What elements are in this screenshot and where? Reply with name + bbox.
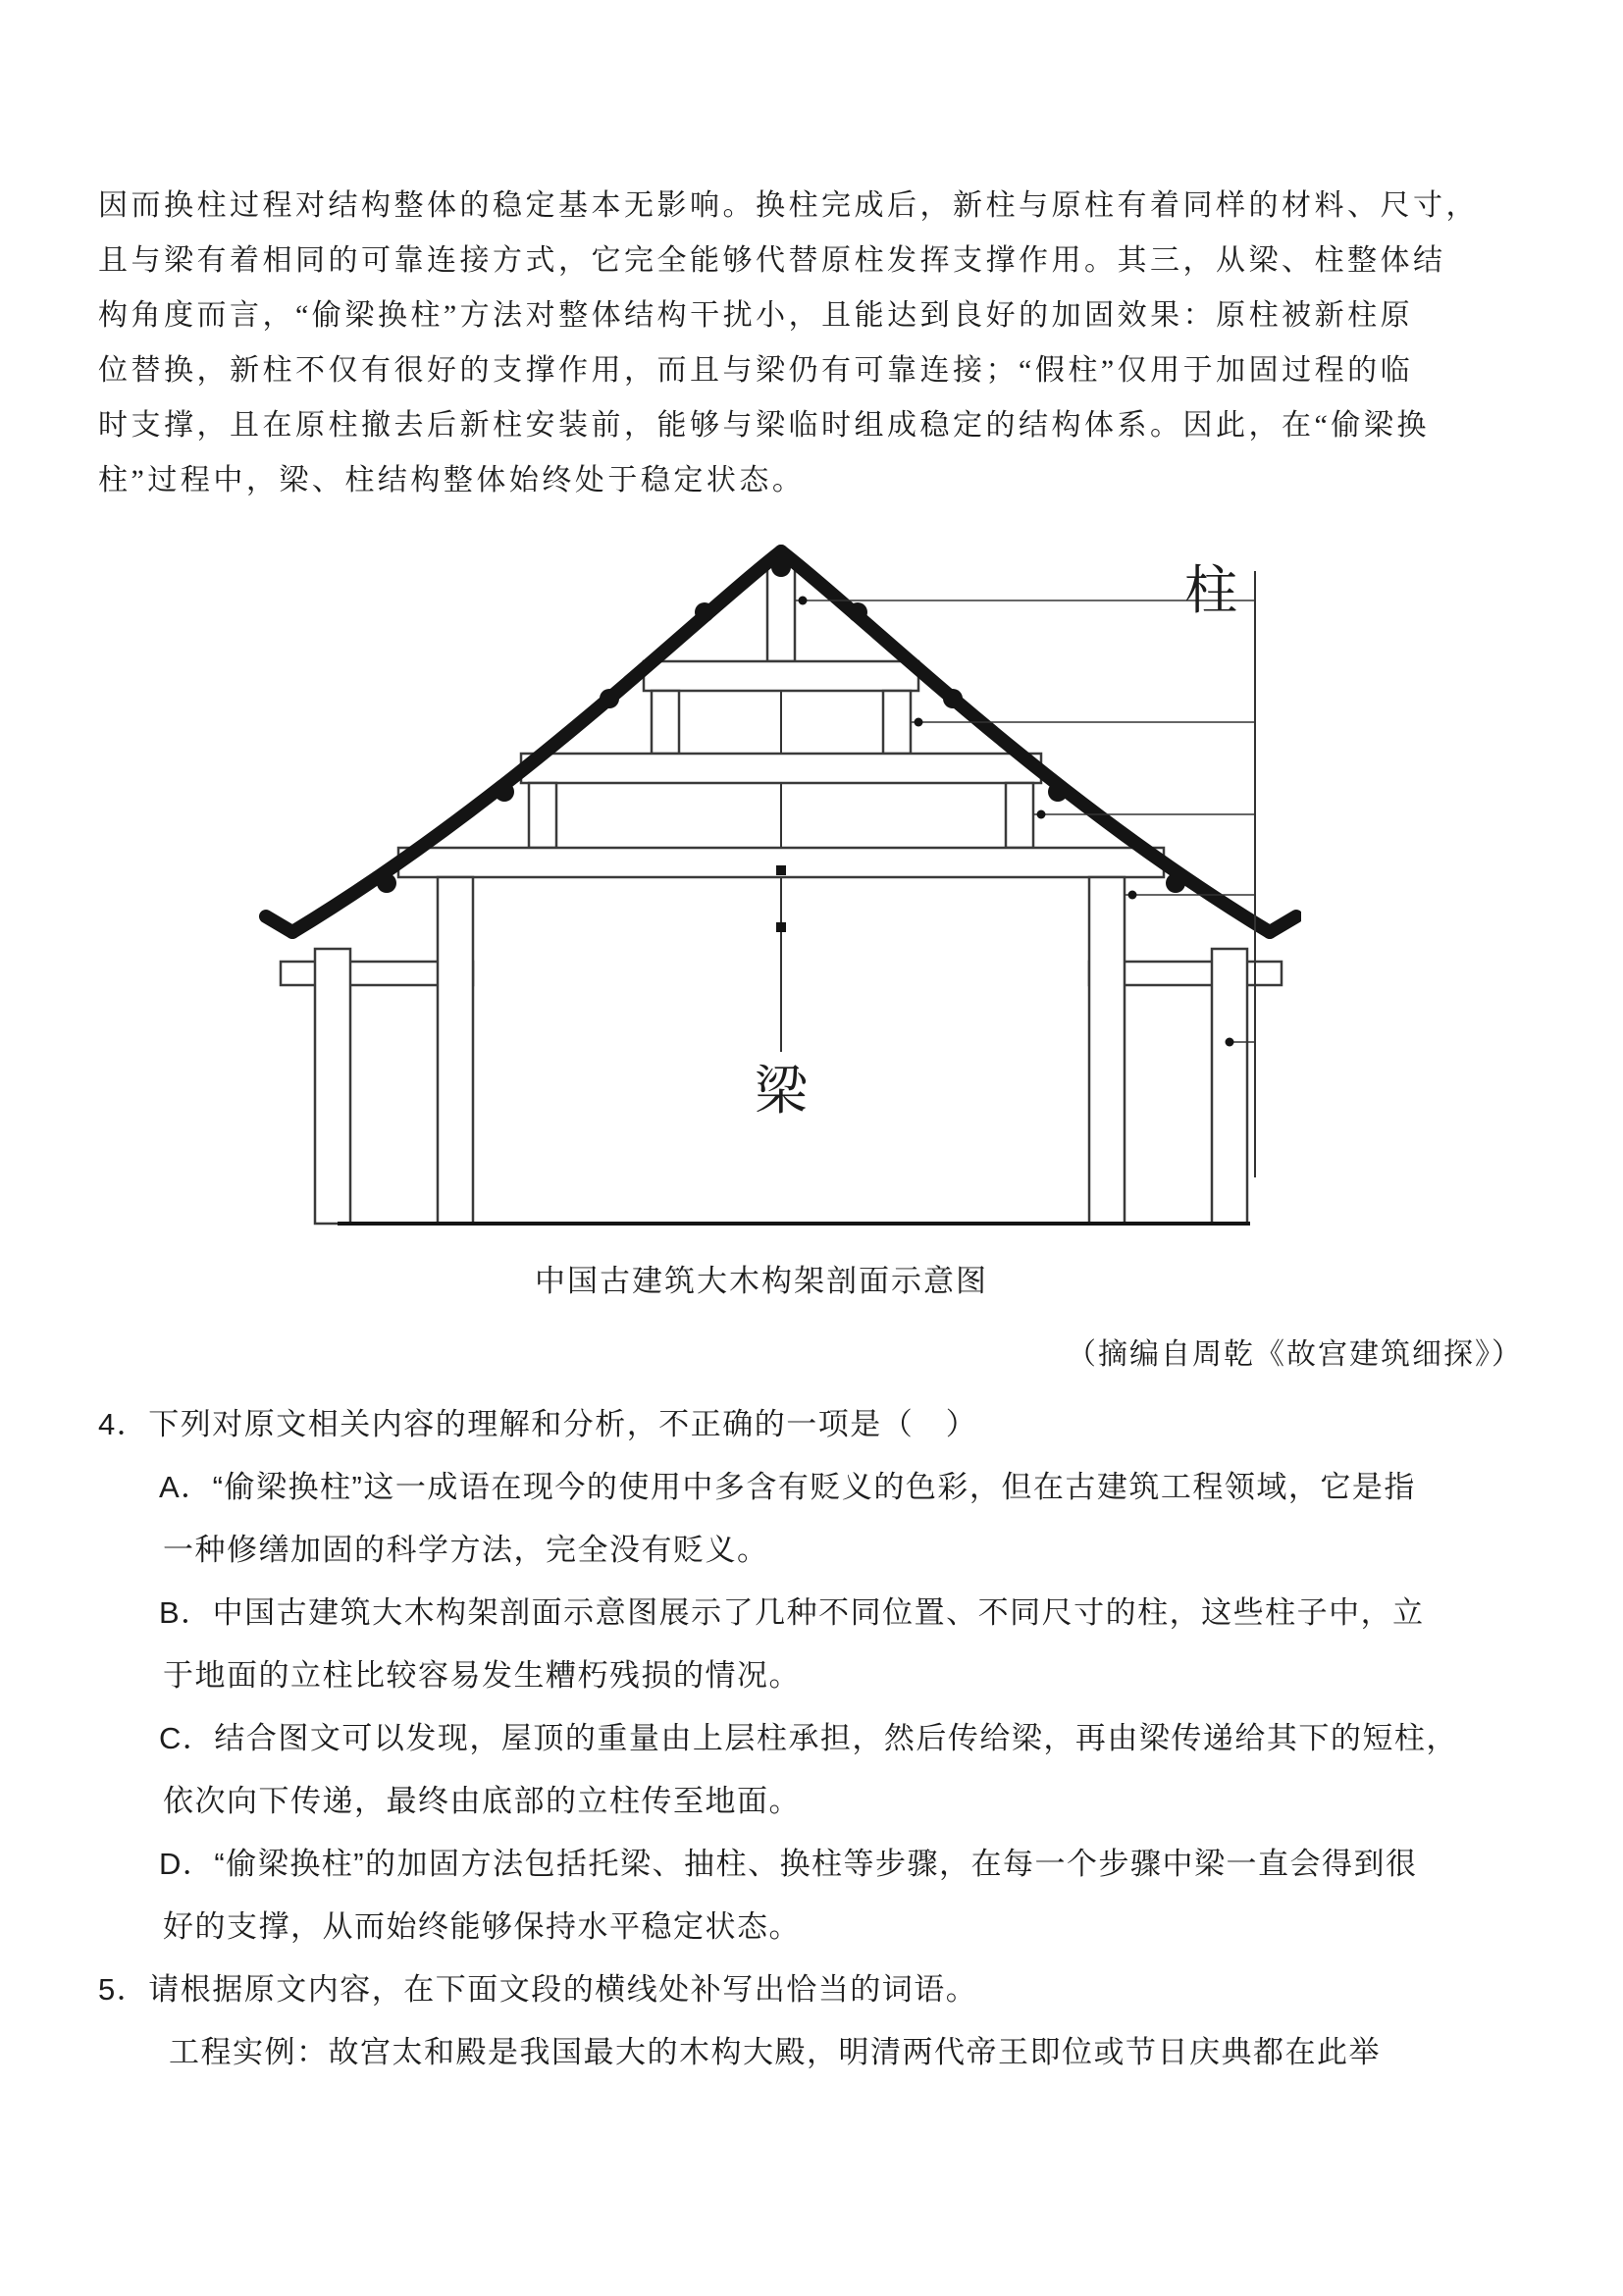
paragraph-line: 因而换柱过程对结构整体的稳定基本无影响。换柱完成后，新柱与原柱有着同样的材料、尺寸， xyxy=(98,189,1479,222)
option-a-line-1: A．“偷梁换柱”这一成语在现今的使用中多含有贬义的色彩，但在古建筑工程领域，它是指 xyxy=(159,1470,1416,1504)
purlin-dot xyxy=(1166,873,1185,893)
outer-column-right xyxy=(1212,949,1247,1224)
short-post-lower-right xyxy=(1006,783,1033,848)
upper-beam xyxy=(644,661,918,691)
outer-column-left xyxy=(315,949,350,1224)
pointer-dot xyxy=(1128,891,1137,900)
question-5: 5．请根据原文内容，在下面文段的横线处补写出恰当的词语。 xyxy=(98,1972,978,2007)
option-a-line-2: 一种修缮加固的科学方法，完全没有贬义。 xyxy=(163,1533,769,1567)
purlin-dot xyxy=(848,602,867,622)
short-post-upper-right xyxy=(883,691,911,754)
paragraph-line: 位替换，新柱不仅有很好的支撑作用，而且与梁仍有可靠连接；“假柱”仅用于加固过程的临 xyxy=(98,354,1414,387)
purlin-dot xyxy=(600,689,619,708)
cross-section-svg xyxy=(222,542,1301,1238)
pointer-dot xyxy=(1037,810,1046,819)
center-mark xyxy=(776,865,786,875)
questions-section xyxy=(98,1393,1537,2084)
option-c-line-2: 依次向下传递，最终由底部的立柱传至地面。 xyxy=(163,1784,801,1818)
purlin-dot xyxy=(695,602,714,622)
option-b-line-2: 于地面的立柱比较容易发生糟朽残损的情况。 xyxy=(163,1658,801,1693)
question-5-passage: 工程实例：故宫太和殿是我国最大的木构大殿，明清两代帝王即位或节日庆典都在此举 xyxy=(169,2035,1381,2069)
inner-column-left xyxy=(438,877,473,1224)
question-4: 4．下列对原文相关内容的理解和分析，不正确的一项是（ ） xyxy=(98,1407,978,1441)
purlin-dot xyxy=(943,689,963,708)
purlin-dot xyxy=(1048,782,1068,802)
option-d-line-1: D．“偷梁换柱”的加固方法包括托梁、抽柱、换柱等步骤，在每一个步骤中梁一直会得到很 xyxy=(159,1847,1418,1881)
short-post-lower-left xyxy=(529,783,556,848)
option-c-line-1: C．结合图文可以发现，屋顶的重量由上层柱承担，然后传给梁，再由梁传递给其下的短柱， xyxy=(159,1721,1458,1755)
paragraph-line: 时支撑，且在原柱撤去后新柱安装前，能够与梁临时组成稳定的结构体系。因此，在“偷梁换 xyxy=(98,409,1430,442)
pillar-label: 柱 xyxy=(1184,561,1237,620)
center-mark xyxy=(776,922,786,932)
inner-column-right xyxy=(1089,877,1125,1224)
pointer-dot xyxy=(799,597,808,605)
paragraph-line: 构角度而言，“偷梁换柱”方法对整体结构干扰小，且能达到良好的加固效果：原柱被新柱原 xyxy=(98,299,1414,332)
option-d-line-2: 好的支撑，从而始终能够保持水平稳定状态。 xyxy=(163,1909,801,1944)
pointer-dot xyxy=(915,718,923,727)
timber-frame-diagram xyxy=(222,542,1301,1238)
eave-tip-left xyxy=(266,916,292,932)
paragraph-line: 且与梁有着相同的可靠连接方式，它完全能够代替原柱发挥支撑作用。其三，从梁、柱整体结 xyxy=(98,244,1446,277)
paragraph-line: 柱”过程中，梁、柱结构整体始终处于稳定状态。 xyxy=(98,464,806,496)
short-post-upper-left xyxy=(652,691,679,754)
eave-tip-right xyxy=(1270,916,1296,932)
pointer-dot xyxy=(1226,1038,1234,1047)
purlin-dot xyxy=(377,873,396,893)
figure-caption: 中国古建筑大木构架剖面示意图 xyxy=(535,1264,988,1298)
purlin-dot xyxy=(495,782,514,802)
option-b-line-1: B．中国古建筑大木构架剖面示意图展示了几种不同位置、不同尺寸的柱，这些柱子中，立 xyxy=(159,1595,1425,1630)
purlin-dot-ridge xyxy=(771,557,791,577)
figure-attribution: （摘编自周乾《故宫建筑细探》） xyxy=(1067,1338,1523,1371)
continuation-paragraph xyxy=(98,179,1537,508)
middle-beam xyxy=(521,754,1041,783)
beam-label: 梁 xyxy=(755,1062,808,1121)
